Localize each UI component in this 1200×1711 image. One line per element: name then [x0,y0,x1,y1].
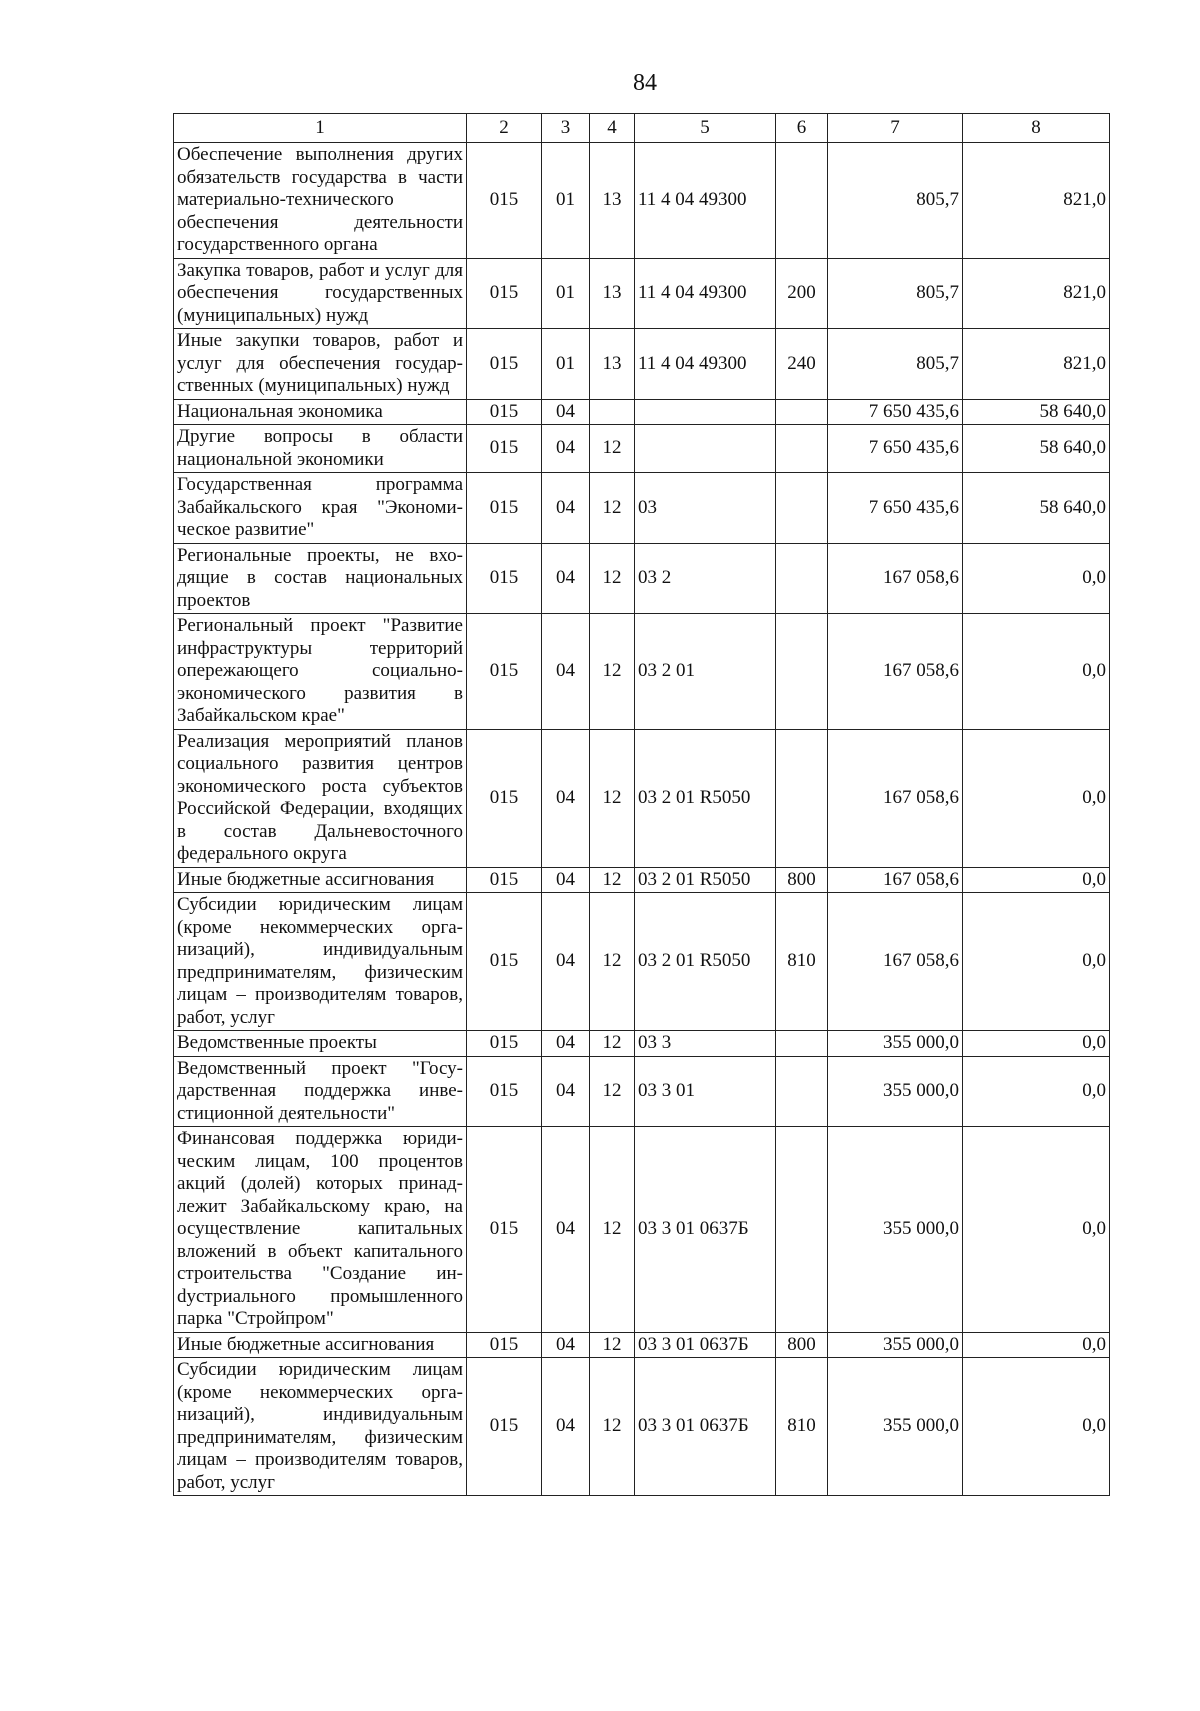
amount-col8-cell: 0,0 [963,1127,1110,1333]
row-name-cell: Иные бюджетные ассигнования [174,1332,467,1358]
admin-code-cell: 015 [467,1031,542,1057]
admin-code-cell: 015 [467,425,542,473]
page-number: 84 [633,70,657,96]
amount-col8-cell: 58 640,0 [963,399,1110,425]
amount-col7-cell: 7 650 435,6 [828,473,963,544]
column-header: 1 [174,114,467,143]
section-code-cell: 04 [542,543,590,614]
section-code-cell: 04 [542,399,590,425]
subsection-code-cell: 12 [590,867,635,893]
table-row [174,1056,1110,1127]
table-row [174,425,1110,473]
subsection-code-cell: 12 [590,893,635,1031]
admin-code-cell: 015 [467,1056,542,1127]
expense-type-cell [776,1031,828,1057]
column-header: 8 [963,114,1110,143]
row-name-cell: Субсидии юридическим лицам (кроме некоммерческих организаций), индивидуальным предпринимателям, физическим лицам – производителям товаров, работ, услуг [174,1358,467,1496]
target-article-cell: 03 2 01 R5050 [635,893,776,1031]
section-code-cell: 04 [542,473,590,544]
table-row [174,399,1110,425]
amount-col7-cell: 7 650 435,6 [828,425,963,473]
amount-col8-cell: 821,0 [963,143,1110,259]
section-code-cell: 01 [542,329,590,400]
target-article-cell: 03 [635,473,776,544]
admin-code-cell: 015 [467,473,542,544]
table-row [174,867,1110,893]
amount-col8-cell: 0,0 [963,729,1110,867]
admin-code-cell: 015 [467,1332,542,1358]
admin-code-cell: 015 [467,143,542,259]
expense-type-cell [776,473,828,544]
target-article-cell: 03 3 01 0637Б [635,1127,776,1333]
target-article-cell [635,425,776,473]
amount-col7-cell: 805,7 [828,143,963,259]
subsection-code-cell: 12 [590,1056,635,1127]
amount-col7-cell: 7 650 435,6 [828,399,963,425]
expense-type-cell: 800 [776,867,828,893]
expense-type-cell: 810 [776,1358,828,1496]
row-name-cell: Государственная программа Забайкальского края "Экономическое развитие" [174,473,467,544]
expense-type-cell [776,143,828,259]
table-row [174,1332,1110,1358]
expense-type-cell [776,729,828,867]
amount-col8-cell: 0,0 [963,614,1110,730]
admin-code-cell: 015 [467,329,542,400]
amount-col8-cell: 0,0 [963,893,1110,1031]
section-code-cell: 04 [542,1031,590,1057]
amount-col8-cell: 0,0 [963,1358,1110,1496]
row-name-cell: Ведомственный проект "Государственная поддержка инвестиционной деятельности" [174,1056,467,1127]
target-article-cell: 03 3 01 0637Б [635,1358,776,1496]
expense-type-cell: 810 [776,893,828,1031]
expense-type-cell: 240 [776,329,828,400]
row-name-cell: Субсидии юридическим лицам (кроме некоммерческих организаций), индивидуальным предпринимателям, физическим лицам – производителям товаров, работ, услуг [174,893,467,1031]
subsection-code-cell: 12 [590,729,635,867]
column-header: 3 [542,114,590,143]
target-article-cell [635,399,776,425]
section-code-cell: 04 [542,425,590,473]
section-code-cell: 04 [542,614,590,730]
column-header: 7 [828,114,963,143]
expense-type-cell [776,425,828,473]
amount-col7-cell: 805,7 [828,329,963,400]
row-name-cell: Реализация мероприятий планов социального развития центров экономического роста субъектов Российской Федерации, входящих в состав Дальневосточного федерального округа [174,729,467,867]
amount-col8-cell: 0,0 [963,543,1110,614]
target-article-cell: 11 4 04 49300 [635,329,776,400]
subsection-code-cell: 12 [590,614,635,730]
amount-col7-cell: 355 000,0 [828,1056,963,1127]
table-row [174,1358,1110,1496]
admin-code-cell: 015 [467,867,542,893]
amount-col8-cell: 0,0 [963,1056,1110,1127]
column-header: 5 [635,114,776,143]
subsection-code-cell: 12 [590,543,635,614]
expense-type-cell [776,1056,828,1127]
admin-code-cell: 015 [467,258,542,329]
amount-col7-cell: 355 000,0 [828,1332,963,1358]
amount-col8-cell: 821,0 [963,329,1110,400]
target-article-cell: 03 2 [635,543,776,614]
subsection-code-cell: 12 [590,425,635,473]
table-row [174,1031,1110,1057]
section-code-cell: 01 [542,143,590,259]
table-row [174,1127,1110,1333]
amount-col7-cell: 805,7 [828,258,963,329]
section-code-cell: 04 [542,1056,590,1127]
row-name-cell: Региональные проекты, не входящие в состав национальных проектов [174,543,467,614]
amount-col7-cell: 167 058,6 [828,893,963,1031]
subsection-code-cell: 13 [590,143,635,259]
row-name-cell: Другие вопросы в области национальной экономики [174,425,467,473]
table-row [174,473,1110,544]
column-header: 4 [590,114,635,143]
amount-col7-cell: 167 058,6 [828,729,963,867]
section-code-cell: 04 [542,1358,590,1496]
table-row [174,893,1110,1031]
target-article-cell: 03 2 01 [635,614,776,730]
amount-col8-cell: 0,0 [963,867,1110,893]
section-code-cell: 01 [542,258,590,329]
table-row [174,729,1110,867]
target-article-cell: 03 3 [635,1031,776,1057]
row-name-cell: Национальная экономика [174,399,467,425]
amount-col7-cell: 355 000,0 [828,1031,963,1057]
table-row [174,329,1110,400]
amount-col7-cell: 355 000,0 [828,1358,963,1496]
expense-type-cell: 200 [776,258,828,329]
subsection-code-cell: 12 [590,1127,635,1333]
amount-col8-cell: 0,0 [963,1031,1110,1057]
amount-col7-cell: 167 058,6 [828,867,963,893]
target-article-cell: 03 3 01 0637Б [635,1332,776,1358]
amount-col8-cell: 0,0 [963,1332,1110,1358]
amount-col7-cell: 167 058,6 [828,543,963,614]
column-header: 6 [776,114,828,143]
amount-col8-cell: 821,0 [963,258,1110,329]
amount-col8-cell: 58 640,0 [963,473,1110,544]
section-code-cell: 04 [542,729,590,867]
admin-code-cell: 015 [467,729,542,867]
expense-type-cell: 800 [776,1332,828,1358]
header-row [174,114,1110,143]
expense-type-cell [776,543,828,614]
expense-type-cell [776,399,828,425]
column-header: 2 [467,114,542,143]
amount-col8-cell: 58 640,0 [963,425,1110,473]
expense-type-cell [776,614,828,730]
table-row [174,614,1110,730]
subsection-code-cell [590,399,635,425]
row-name-cell: Иные бюджетные ассигнования [174,867,467,893]
target-article-cell: 11 4 04 49300 [635,258,776,329]
section-code-cell: 04 [542,867,590,893]
budget-table [173,113,1110,1496]
subsection-code-cell: 12 [590,1358,635,1496]
row-name-cell: Финансовая поддержка юридическим лицам, 100 процентов акций (долей) которых принадлежит Забайкальскому краю, на осуществление капитальных вложений в объект капитального строительства "Создание инdустриального промышленного парка "Стройпром" [174,1127,467,1333]
subsection-code-cell: 13 [590,329,635,400]
target-article-cell: 11 4 04 49300 [635,143,776,259]
row-name-cell: Иные закупки товаров, работ и услуг для обеспечения государственных (муниципальных) нужд [174,329,467,400]
section-code-cell: 04 [542,893,590,1031]
subsection-code-cell: 13 [590,258,635,329]
admin-code-cell: 015 [467,614,542,730]
row-name-cell: Обеспечение выполнения других обязательств государства в части материально-технического обеспечения деятельности государственного органа [174,143,467,259]
expense-type-cell [776,1127,828,1333]
section-code-cell: 04 [542,1127,590,1333]
admin-code-cell: 015 [467,893,542,1031]
table-row [174,543,1110,614]
target-article-cell: 03 2 01 R5050 [635,729,776,867]
admin-code-cell: 015 [467,543,542,614]
target-article-cell: 03 2 01 R5050 [635,867,776,893]
admin-code-cell: 015 [467,399,542,425]
amount-col7-cell: 167 058,6 [828,614,963,730]
row-name-cell: Региональный проект "Развитие инфраструктуры территорий опережающего социально-экономического развития в Забайкальском крае" [174,614,467,730]
admin-code-cell: 015 [467,1127,542,1333]
subsection-code-cell: 12 [590,1031,635,1057]
subsection-code-cell: 12 [590,473,635,544]
row-name-cell: Ведомственные проекты [174,1031,467,1057]
subsection-code-cell: 12 [590,1332,635,1358]
table-row [174,143,1110,259]
amount-col7-cell: 355 000,0 [828,1127,963,1333]
section-code-cell: 04 [542,1332,590,1358]
table-row [174,258,1110,329]
admin-code-cell: 015 [467,1358,542,1496]
target-article-cell: 03 3 01 [635,1056,776,1127]
row-name-cell: Закупка товаров, работ и услуг для обеспечения государственных (муниципальных) нужд [174,258,467,329]
